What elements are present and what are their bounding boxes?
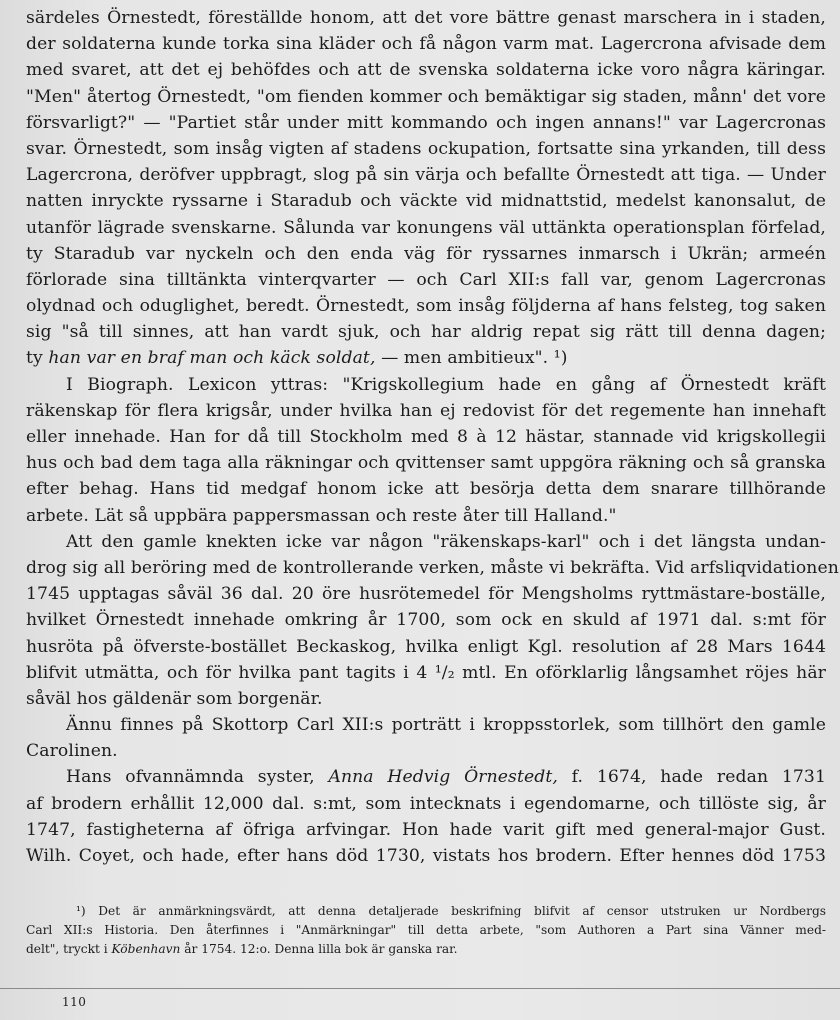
footnote-line: delt", tryckt i Köbenhavn år 1754. 12:o. Denna lilla bok är ganska rar. [26, 942, 458, 956]
body-text [26, 5, 839, 869]
text-line: Lagercrona, deröfver uppbragt, slog på sin värja och befallte Örnestedt att tiga. — Under [26, 165, 826, 186]
text-line: räkenskap för flera krigsår, under hvilka han ej redovist för det regemente han innehaft [26, 400, 826, 421]
text-line: "Men" återtog Örnestedt, "om fienden kommer och bemäktigar sig staden, månn' det vore [26, 86, 826, 107]
text-line: der soldaterna kunde torka sina kläder och få någon varm mat. Lagercrona afvisade dem [26, 34, 826, 55]
text-line: af brodern erhållit 12,000 dal. s:mt, som intecknats i egendomarne, och tillöste sig, år [26, 793, 826, 814]
footnote-line: Carl XII:s Historia. Den återfinnes i "Anmärkningar" till detta arbete, "som Authoren a Part sina Vänner med- [26, 923, 826, 937]
text-line: försvarligt?" — "Partiet står under mitt kommando och ingen annans!" var Lagercronas [26, 112, 826, 133]
bottom-rule [0, 988, 840, 989]
italic-quote: han var en braf man och käck soldat, [48, 348, 376, 369]
footnote [26, 902, 826, 959]
paragraph-start: I Biograph. Lexicon yttras: "Krigskollegium hade en gång af Örnestedt kräft [66, 374, 826, 395]
text-line: husröta på öfverste-bostället Beckaskog, hvilka enligt Kgl. resolution af 28 Mars 1644 [26, 636, 826, 657]
text-line: blifvit utmätta, och för hvilka pant tagits i 4 ¹/₂ mtl. En oförklarlig långsamhet röjes här [26, 662, 826, 683]
paragraph-start: Att den gamle knekten icke var någon "räkenskaps-karl" och i det längsta undan- [66, 531, 826, 552]
footnote-line: ¹) Det är anmärkningsvärdt, att denna detaljerade beskrifning blifvit af censor utstruken ur Nordbergs [76, 904, 826, 918]
text-line: ty Staradub var nyckeln och den enda väg för ryssarnes inmarsch i Ukrän; armeén [26, 243, 826, 264]
text-line: 1747, fastigheterna af öfriga arfvingar. Hon hade varit gift med general-major Gust. [26, 819, 826, 840]
text-line: drog sig all beröring med de kontrollerande verken, måste vi bekräfta. Vid arfsliqvidationen [26, 557, 839, 578]
text-line: svar. Örnestedt, som insåg vigten af stadens ockupation, fortsatte sina yrkanden, till dess [26, 138, 826, 159]
text-line: natten inryckte ryssarne i Staradub och väckte vid midnattstid, medelst kanonsalut, de [26, 191, 826, 212]
text-line: eller innehade. Han for då till Stockholm med 8 à 12 hästar, stannade vid krigskollegii [26, 427, 826, 447]
text-line-italic-quote: ty han var en braf man och käck soldat, — men ambitieux". ¹) [26, 348, 568, 369]
paragraph-end: såväl hos gäldenär som borgenär. [26, 688, 323, 709]
text-line: sig "så till sinnes, att han vardt sjuk, och har aldrig repat sig rätt till denna dagen; [26, 322, 826, 343]
text-line: särdeles Örnestedt, föreställde honom, att det vore bättre genast marschera in i staden, [26, 8, 826, 28]
paragraph-end: Carolinen. [26, 741, 118, 762]
page-number: 110 [62, 995, 87, 1009]
paragraph-end: arbete. Lät så uppbära pappersmassan och reste åter till Halland." [26, 505, 617, 526]
text-line: Wilh. Coyet, och hade, efter hans död 1730, vistats hos brodern. Efter hennes död 1753 [26, 846, 826, 866]
italic-name: Anna Hedvig Örnestedt, [328, 767, 558, 788]
italic-place: Köbenhavn [111, 942, 181, 956]
paragraph-start-italic-name: Hans ofvannämnda syster, Anna Hedvig Örnestedt, f. 1674, hade redan 1731 [66, 767, 827, 788]
text-line: hvilket Örnestedt innehade omkring år 1700, som ock en skuld af 1971 dal. s:mt för [26, 610, 826, 631]
text-line: olydnad och oduglighet, beredt. Örnestedt, som insåg följderna af hans felsteg, tog saken [26, 296, 826, 317]
text-line: hus och bad dem taga alla räkningar och qvittenser samt uppgöra räkning och så granska [26, 453, 826, 474]
text-line: efter behag. Hans tid medgaf honom icke att besörja detta dem snarare tillhörande [26, 479, 826, 500]
text-line: med svaret, att det ej behöfdes och att de svenska soldaterna icke voro några käringar. [26, 60, 826, 81]
text-line: utanför lägrade svenskarne. Sålunda var konungens väl uttänkta operationsplan förfelad, [26, 217, 826, 238]
text-line: förlorade sina tilltänkta vinterqvarter — och Carl XII:s fall var, genom Lagercronas [26, 269, 826, 290]
text-line: 1745 upptagas såväl 36 dal. 20 öre husrötemedel för Mengsholms ryttmästare-boställe, [26, 584, 826, 605]
paragraph-start: Ännu finnes på Skottorp Carl XII:s porträtt i kroppsstorlek, som tillhört den gamle [66, 715, 826, 736]
